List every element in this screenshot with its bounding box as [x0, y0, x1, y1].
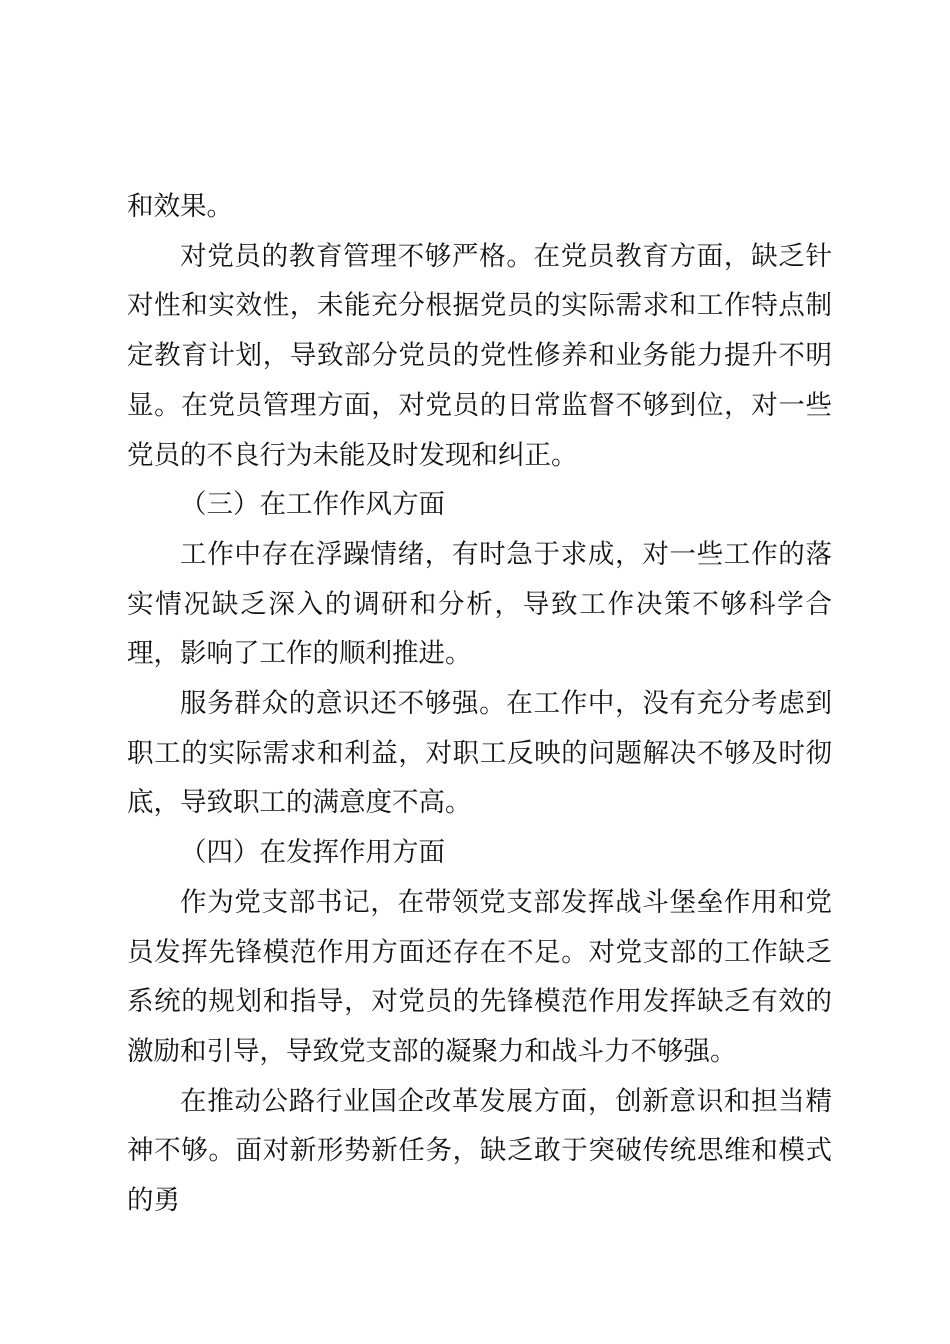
paragraph-serving-masses: 服务群众的意识还不够强。在工作中，没有充分考虑到职工的实际需求和利益，对职工反映的问题解决不够及时彻底，导致职工的满意度不高。	[127, 688, 832, 819]
paragraph-work-style: 工作中存在浮躁情绪，有时急于求成，对一些工作的落实情况缺乏深入的调研和分析，导致工作决策不够科学合理，影响了工作的顺利推进。	[127, 538, 832, 670]
section-heading-playing-role: （四）在发挥作用方面	[180, 837, 445, 869]
paragraph-reform-development: 在推动公路行业国企改革发展方面，创新意识和担当精神不够。面对新形势新任务，缺乏敢于突破传统思维和模式的勇	[127, 1085, 832, 1217]
document-body	[127, 182, 832, 1226]
section-heading-work-style: （三）在工作作风方面	[180, 489, 445, 521]
paragraph-continuation: 和效果。	[127, 191, 233, 222]
paragraph-party-member-education: 对党员的教育管理不够严格。在党员教育方面，缺乏针对性和实效性，未能充分根据党员的实际需求和工作特点制定教育计划，导致部分党员的党性修养和业务能力提升不明显。在党员管理方面，对党员的日常监督不够到位，对一些党员的不良行为未能及时发现和纠正。	[127, 240, 832, 471]
paragraph-party-secretary-role: 作为党支部书记，在带领党支部发挥战斗堡垒作用和党员发挥先锋模范作用方面还存在不足。对党支部的工作缺乏系统的规划和指导，对党员的先锋模范作用发挥缺乏有效的激励和引导，导致党支部的凝聚力和战斗力不够强。	[127, 886, 832, 1067]
